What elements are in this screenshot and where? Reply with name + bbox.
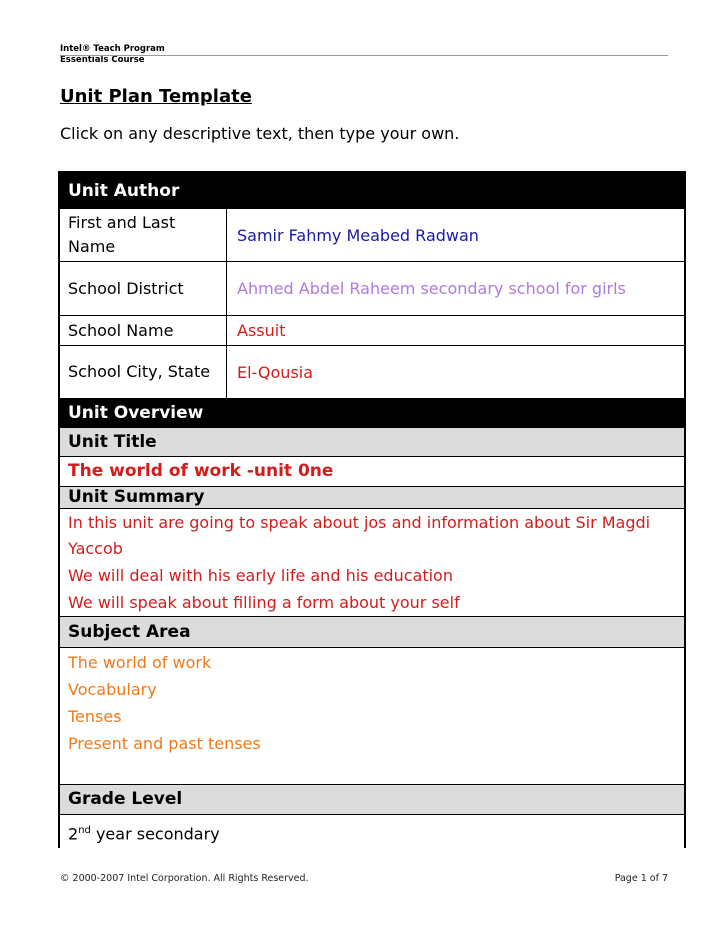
unit-summary-label-row [58, 487, 686, 509]
school-city-field[interactable]: El-Qousia [237, 362, 314, 382]
unit-summary-label: Unit Summary [68, 487, 205, 507]
page-title: Unit Plan Template [60, 86, 252, 107]
unit-author-heading [58, 171, 686, 209]
author-name-label: First and Last Name [60, 209, 227, 261]
page-number: Page 1 of 7 [614, 873, 668, 884]
unit-summary-line: In this unit are going to speak about jos and information about Sir Magdi Yaccob [68, 513, 651, 558]
grade-level-row[interactable] [58, 815, 686, 848]
header-rule [60, 55, 668, 56]
subject-area-line: Present and past tenses [68, 734, 261, 753]
unit-author-heading-text: Unit Author [68, 181, 180, 201]
unit-summary-line: We will deal with his early life and his education [68, 566, 453, 585]
unit-title-label: Unit Title [68, 432, 157, 452]
subject-area-label-row [58, 617, 686, 648]
page-footer [60, 873, 668, 884]
copyright-text: © 2000-2007 Intel Corporation. All Rights Reserved. [60, 873, 309, 884]
grade-level-number: 2 [68, 824, 79, 844]
unit-plan-table [58, 171, 686, 848]
school-name-row [58, 316, 686, 346]
unit-title-field[interactable]: The world of work -unit 0ne [68, 461, 334, 481]
header-course: Essentials Course [60, 55, 145, 65]
unit-overview-heading-text: Unit Overview [68, 403, 204, 423]
subject-area-row[interactable] [58, 648, 686, 785]
school-city-row [58, 346, 686, 399]
grade-level-text: year secondary [90, 824, 220, 844]
unit-summary-line: We will speak about filling a form about your self [68, 593, 460, 612]
school-name-field[interactable]: Assuit [237, 321, 286, 340]
instructions-text: Click on any descriptive text, then type your own. [60, 124, 460, 143]
subject-area-line: The world of work [68, 653, 212, 672]
unit-summary-row[interactable] [58, 509, 686, 617]
unit-title-label-row [58, 428, 686, 457]
school-district-label: School District [60, 262, 227, 315]
grade-level-label: Grade Level [68, 789, 183, 809]
subject-area-label: Subject Area [68, 622, 191, 642]
school-district-row [58, 262, 686, 316]
grade-level-label-row [58, 785, 686, 815]
school-name-label: School Name [60, 316, 227, 345]
unit-title-row [58, 457, 686, 487]
school-city-label: School City, State [60, 346, 227, 398]
author-name-row [58, 209, 686, 262]
subject-area-line: Tenses [68, 707, 122, 726]
school-district-field[interactable]: Ahmed Abdel Raheem secondary school for girls [237, 279, 626, 298]
header-program: Intel® Teach Program [60, 44, 165, 54]
author-name-field[interactable]: Samir Fahmy Meabed Radwan [237, 225, 479, 245]
grade-level-suffix: nd [78, 825, 91, 836]
page-header [60, 44, 668, 66]
unit-overview-heading [58, 399, 686, 428]
subject-area-line: Vocabulary [68, 680, 157, 699]
